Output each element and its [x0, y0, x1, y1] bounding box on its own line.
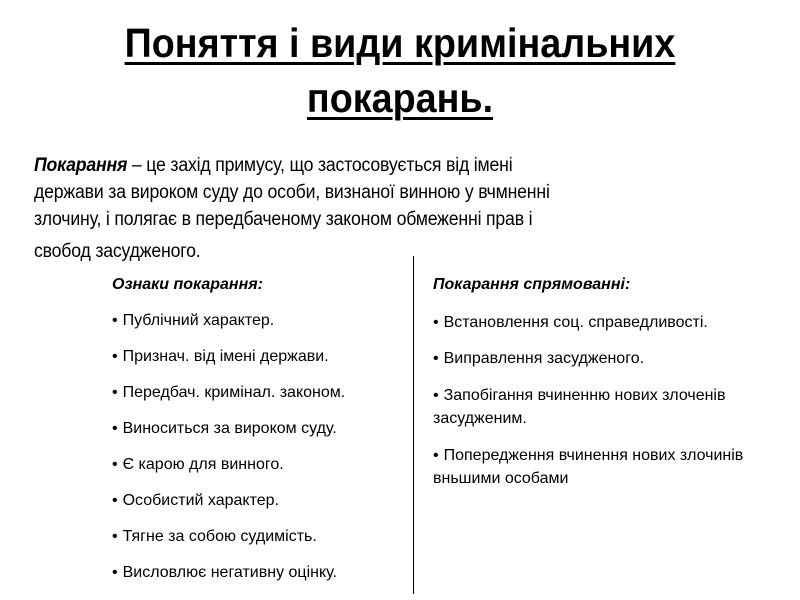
definition-line-1: це захід примусу, що застосовується від імені — [146, 155, 513, 176]
definition-line-2: держави за вироком суду до особи, визнаної винною у вчмненні — [34, 182, 550, 203]
list-item — [112, 491, 407, 511]
title-line-1: Поняття і види кримінальних — [124, 20, 676, 66]
list-item-text: Публічний характер. — [122, 312, 275, 329]
bullet-icon: • — [433, 350, 439, 367]
list-item-text: Особистий характер. — [122, 492, 279, 509]
definition-line-3: злочину, і полягає в передбаченому законом обмеженні прав і — [34, 209, 533, 230]
purposes-column — [433, 275, 793, 504]
bullet-icon: • — [112, 492, 118, 509]
features-list — [112, 311, 407, 583]
bullet-icon: • — [433, 314, 439, 331]
list-item-text: Тягне за собою судимість. — [122, 528, 317, 545]
list-item-text: Передбач. кримінал. законом. — [122, 384, 346, 401]
list-item — [112, 383, 407, 403]
bullet-icon: • — [112, 528, 118, 545]
title-line-2: покарань. — [306, 75, 494, 121]
bullet-icon: • — [112, 420, 118, 437]
list-item-text: Виноситься за вироком суду. — [122, 420, 337, 437]
column-divider — [413, 256, 414, 594]
list-item-text: Признач. від імені держави. — [122, 348, 329, 365]
list-item-text: Виправлення засудженого. — [443, 350, 645, 367]
bullet-icon: • — [433, 447, 439, 464]
definition-dash: – — [127, 155, 147, 176]
list-item-text: Попередження вчинення нових злочинів вньшими особами — [433, 447, 744, 487]
slide-title — [32, 16, 768, 126]
bullet-icon: • — [112, 384, 118, 401]
bullet-icon: • — [112, 456, 118, 473]
list-item — [112, 455, 407, 475]
list-item — [433, 384, 733, 430]
list-item — [433, 347, 793, 370]
list-item-text: Встановлення соц. справедливості. — [443, 314, 708, 331]
list-item — [433, 444, 753, 490]
list-item — [433, 311, 793, 334]
list-item-text: Є карою для винного. — [122, 456, 284, 473]
list-item-text: Запобігання вчиненню нових злочeнів засудженим. — [433, 387, 726, 427]
bullet-icon: • — [112, 564, 118, 581]
features-column — [112, 275, 407, 599]
bullet-icon: • — [112, 312, 118, 329]
features-heading: Ознаки покарання: — [112, 276, 263, 293]
list-item — [112, 311, 407, 331]
definition-term: Покарання — [34, 155, 128, 176]
purposes-list — [433, 311, 793, 490]
list-item — [112, 527, 407, 547]
list-item — [112, 563, 407, 583]
bullet-icon: • — [112, 348, 118, 365]
list-item-text: Висловлює негативну оцінку. — [122, 564, 337, 581]
definition-paragraph — [34, 152, 741, 265]
purposes-heading: Покарання спрямованні: — [433, 276, 631, 293]
bullet-icon: • — [433, 387, 439, 404]
list-item — [112, 419, 407, 439]
definition-line-4: свобод засудженого. — [34, 241, 201, 262]
list-item — [112, 347, 407, 367]
